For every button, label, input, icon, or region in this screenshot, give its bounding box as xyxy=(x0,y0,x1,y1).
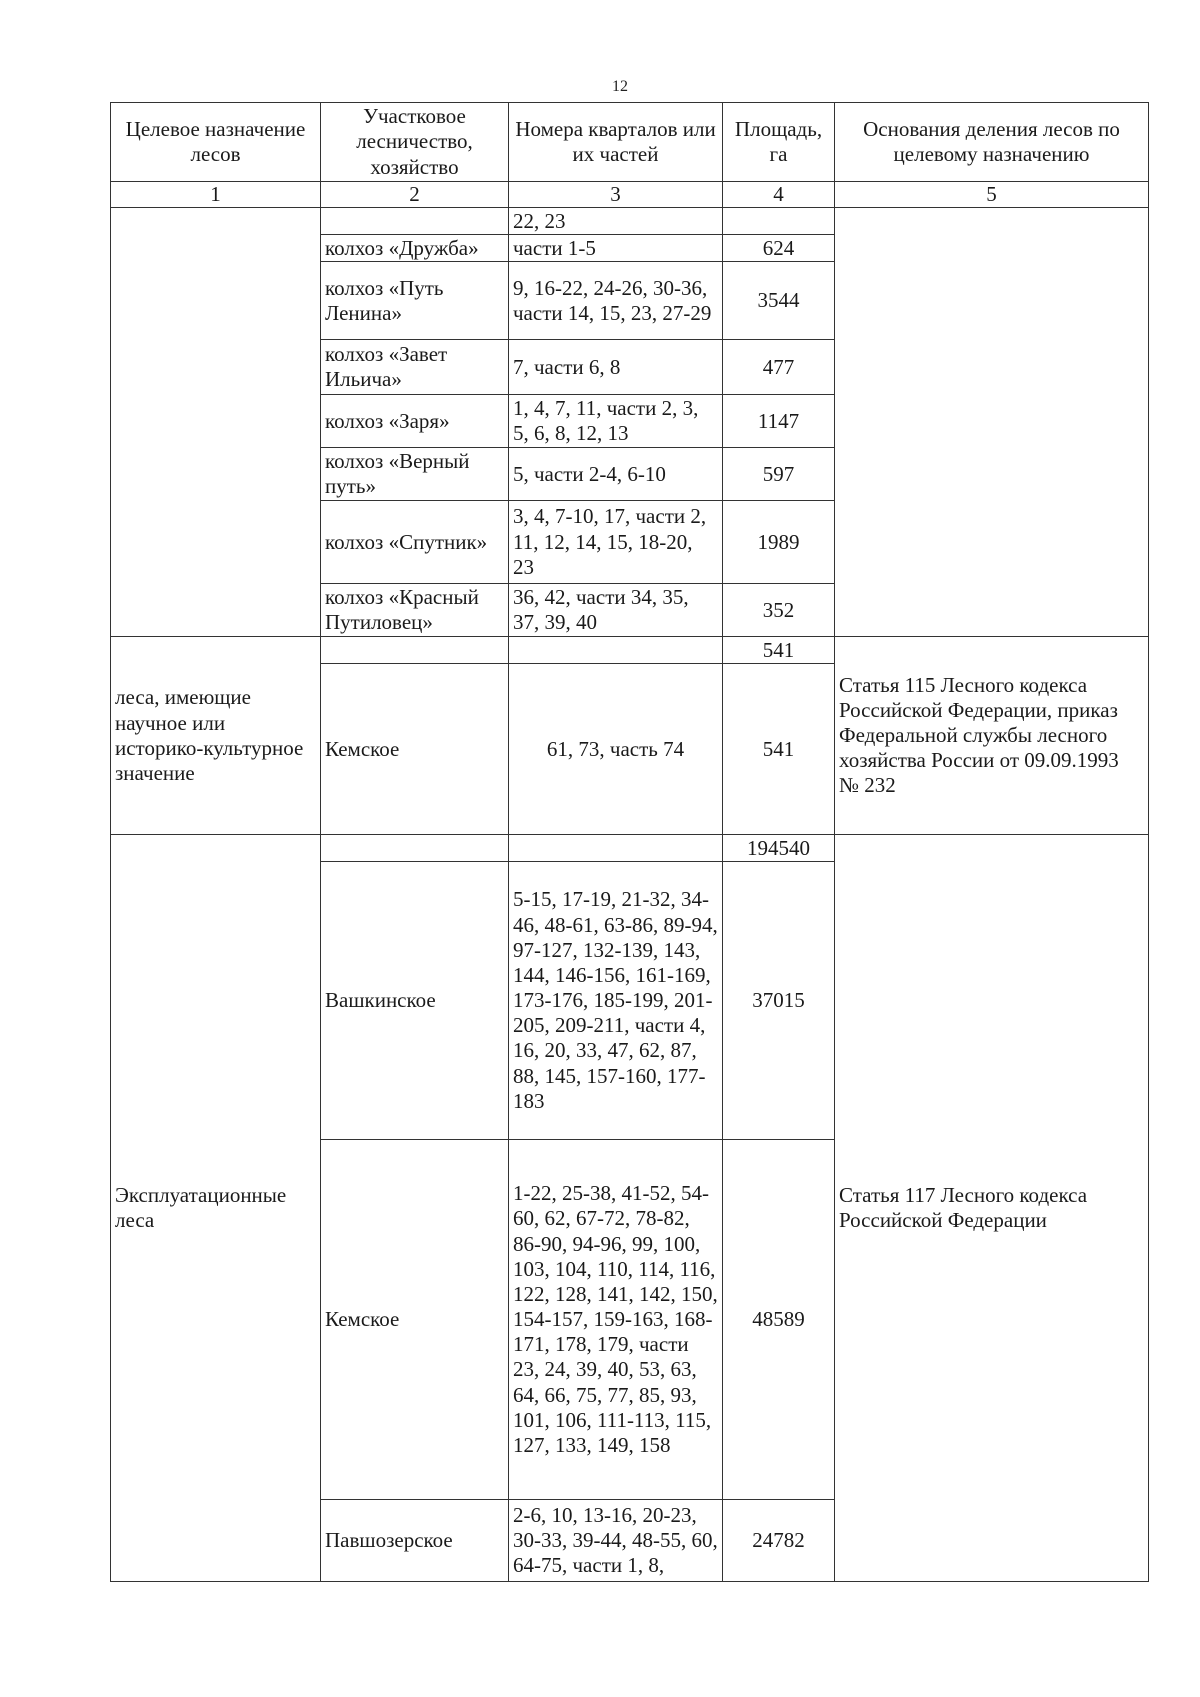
column-number: 3 xyxy=(509,182,723,208)
area-cell: 24782 xyxy=(723,1500,835,1582)
forest-purpose-table xyxy=(110,102,1149,1582)
forestry-cell xyxy=(321,637,509,664)
header-quarters: Номера кварталов или их частей xyxy=(509,103,723,182)
forestry-cell xyxy=(321,835,509,862)
area-cell xyxy=(723,208,835,235)
area-cell: 597 xyxy=(723,448,835,501)
table-row xyxy=(111,835,1149,862)
column-number: 1 xyxy=(111,182,321,208)
header-area: Площадь, га xyxy=(723,103,835,182)
quarters-cell: части 1-5 xyxy=(509,235,723,262)
forestry-cell: Кемское xyxy=(321,664,509,835)
quarters-cell: 9, 16-22, 24-26, 30-36, части 14, 15, 23, 27-29 xyxy=(509,262,723,340)
table-header-row xyxy=(111,103,1149,182)
forestry-cell: колхоз «Верный путь» xyxy=(321,448,509,501)
header-basis: Основания деления лесов по целевому назначению xyxy=(835,103,1149,182)
purpose-cell-exploitation: Эксплуатационные леса xyxy=(111,835,321,1582)
basis-cell: Статья 117 Лесного кодекса Российской Федерации xyxy=(835,835,1149,1582)
quarters-cell: 2-6, 10, 13-16, 20-23, 30-33, 39-44, 48-55, 60, 64-75, части 1, 8, xyxy=(509,1500,723,1582)
forestry-cell: Вашкинское xyxy=(321,862,509,1140)
area-cell: 48589 xyxy=(723,1140,835,1500)
forestry-cell: колхоз «Дружба» xyxy=(321,235,509,262)
forestry-cell: колхоз «Завет Ильича» xyxy=(321,340,509,395)
quarters-cell: 61, 73, часть 74 xyxy=(509,664,723,835)
area-cell: 1147 xyxy=(723,395,835,448)
forestry-cell: колхоз «Красный Путиловец» xyxy=(321,584,509,637)
area-cell: 37015 xyxy=(723,862,835,1140)
purpose-cell-continued xyxy=(111,208,321,637)
area-cell: 3544 xyxy=(723,262,835,340)
column-number-row xyxy=(111,182,1149,208)
column-number: 4 xyxy=(723,182,835,208)
forestry-cell xyxy=(321,208,509,235)
quarters-cell: 22, 23 xyxy=(509,208,723,235)
column-number: 2 xyxy=(321,182,509,208)
basis-cell-continued xyxy=(835,208,1149,637)
quarters-cell xyxy=(509,637,723,664)
column-number: 5 xyxy=(835,182,1149,208)
forestry-cell: колхоз «Спутник» xyxy=(321,501,509,584)
forestry-cell: колхоз «Заря» xyxy=(321,395,509,448)
forestry-cell: колхоз «Путь Ленина» xyxy=(321,262,509,340)
header-purpose: Целевое назначение лесов xyxy=(111,103,321,182)
quarters-cell: 36, 42, части 34, 35, 37, 39, 40 xyxy=(509,584,723,637)
quarters-cell: 7, части 6, 8 xyxy=(509,340,723,395)
table-row xyxy=(111,208,1149,235)
forestry-cell: Кемское xyxy=(321,1140,509,1500)
forestry-cell: Павшозерское xyxy=(321,1500,509,1582)
area-cell: 624 xyxy=(723,235,835,262)
area-cell: 1989 xyxy=(723,501,835,584)
quarters-cell: 1-22, 25-38, 41-52, 54-60, 62, 67-72, 78-82, 86-90, 94-96, 99, 100, 103, 104, 110, 114, 116, 122, 128, 141, 142, 150, 154-157, 159-163, 168-171, 178, 179, части 23, 24, 39, 40, 53, 63, 64, 66, 75, 77, 85, 93, 101, 106, 111-113, 115, 127, 133, 149, 158 xyxy=(509,1140,723,1500)
area-cell: 541 xyxy=(723,664,835,835)
area-cell: 352 xyxy=(723,584,835,637)
quarters-cell xyxy=(509,835,723,862)
total-area-cell: 541 xyxy=(723,637,835,664)
quarters-cell: 5, части 2-4, 6-10 xyxy=(509,448,723,501)
total-area-cell: 194540 xyxy=(723,835,835,862)
quarters-cell: 1, 4, 7, 11, части 2, 3, 5, 6, 8, 12, 13 xyxy=(509,395,723,448)
page-number: 12 xyxy=(612,78,628,95)
quarters-cell: 5-15, 17-19, 21-32, 34-46, 48-61, 63-86, 89-94, 97-127, 132-139, 143, 144, 146-156, 161-169, 173-176, 185-199, 201-205, 209-211, части 4, 16, 20, 33, 47, 62, 87, 88, 145, 157-160, 177-183 xyxy=(509,862,723,1140)
purpose-cell-scientific: леса, имеющие научное или историко-культурное значение xyxy=(111,637,321,835)
header-forestry: Участковое лесничество, хозяйство xyxy=(321,103,509,182)
quarters-cell: 3, 4, 7-10, 17, части 2, 11, 12, 14, 15, 18-20, 23 xyxy=(509,501,723,584)
basis-cell: Статья 115 Лесного кодекса Российской Федерации, приказ Федеральной службы лесного хозяйства России от 09.09.1993 № 232 xyxy=(835,637,1149,835)
table-row xyxy=(111,637,1149,664)
area-cell: 477 xyxy=(723,340,835,395)
